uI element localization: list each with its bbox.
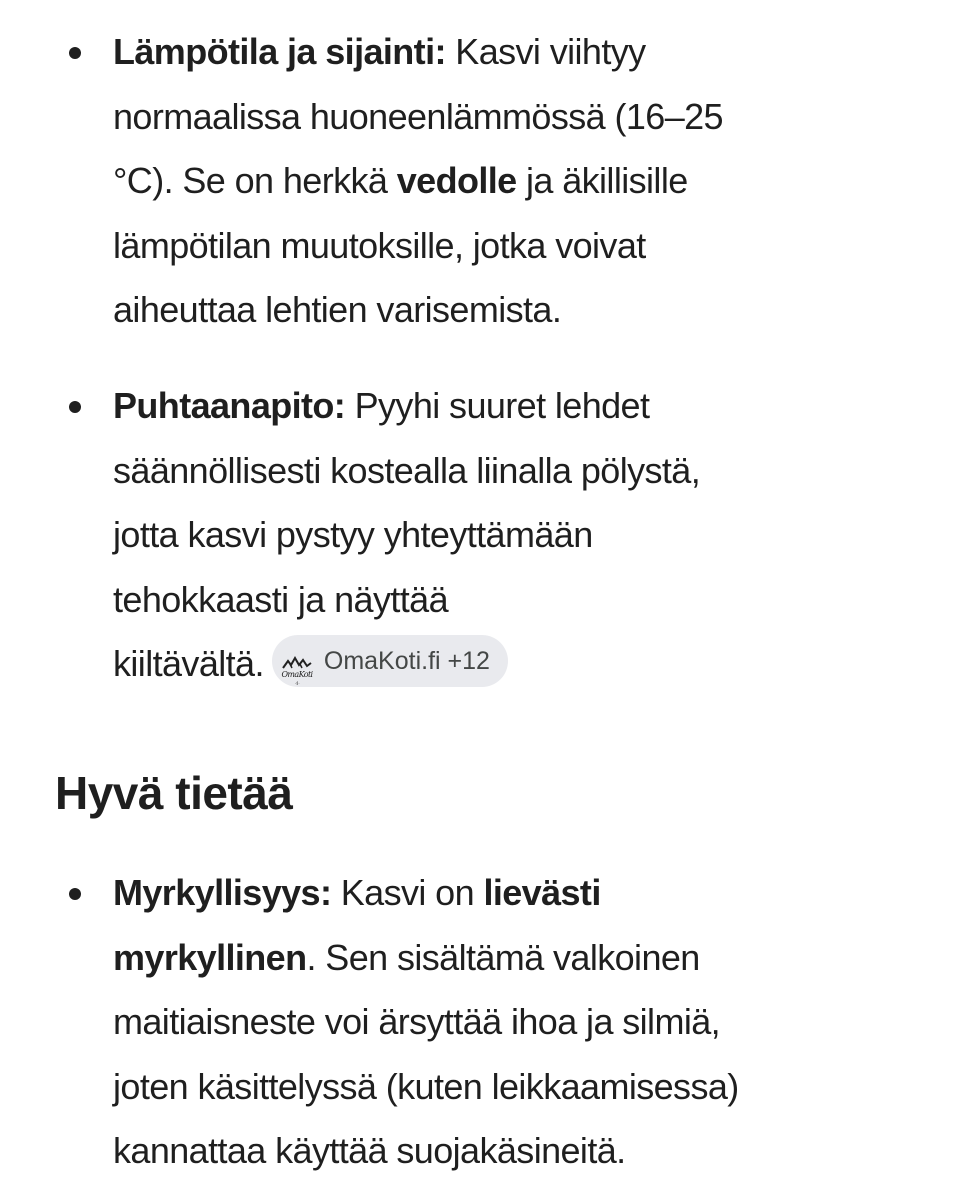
list-item-cleaning [0,374,960,697]
source-chip-label: OmaKoti.fi +12 [323,647,490,676]
item-lead: Myrkyllisyys: [113,872,332,913]
text-line: maitiaisneste voi ärsyttää ihoa ja silmiä, [113,1001,721,1042]
list-item-temperature [0,20,960,343]
text-line: myrkyllinen. Sen sisältämä valkoinen [113,936,700,978]
bullet-icon [69,401,81,413]
source-chip[interactable] [272,635,508,687]
omakoti-logo-icon [280,644,314,687]
good-to-know-list [0,861,960,1184]
text-line: Myrkyllisyys: Kasvi on lievästi [113,872,601,913]
emphasis: lievästi [483,872,601,913]
emphasis: vedolle [396,160,517,201]
care-tips-list [0,20,960,343]
text-line: kiiltävältä. OmaKoti · fi · OmaKoti.fi +12 [113,632,900,697]
list-item-toxicity [0,861,960,1184]
item-lead: Puhtaanapito: [113,385,346,426]
care-tips-list-2 [0,374,960,697]
svg-text:· fi ·: · fi · [294,681,299,687]
text-line: Lämpötila ja sijainti: Kasvi viihtyy [113,31,646,72]
svg-text:OmaKoti: OmaKoti [281,670,313,680]
text-line: normaalissa huoneenlämmössä (16–25 [113,95,723,137]
text-line: aiheuttaa lehtien varisemista. [113,289,562,330]
bullet-icon [69,888,81,900]
emphasis: myrkyllinen [113,936,307,978]
text-line: Puhtaanapito: Pyyhi suuret lehdet [113,385,650,426]
section-heading-good-to-know: Hyvä tietää [55,767,293,819]
bullet-icon [69,47,81,59]
text-line: joten käsittelyssä (kuten leikkaamisessa) [113,1065,739,1107]
item-lead: Lämpötila ja sijainti: [113,31,446,72]
text-line: säännöllisesti kostealla liinalla pölystä, [113,449,701,491]
text-line: kannattaa käyttää suojakäsineitä. [113,1130,626,1171]
text-line: jotta kasvi pystyy yhteyttämään [113,514,593,555]
text-line: lämpötilan muutoksille, jotka voivat [113,224,646,266]
text-line: °C). Se on herkkä vedolle ja äkillisille [113,160,688,201]
text-line: tehokkaasti ja näyttää [113,578,449,620]
